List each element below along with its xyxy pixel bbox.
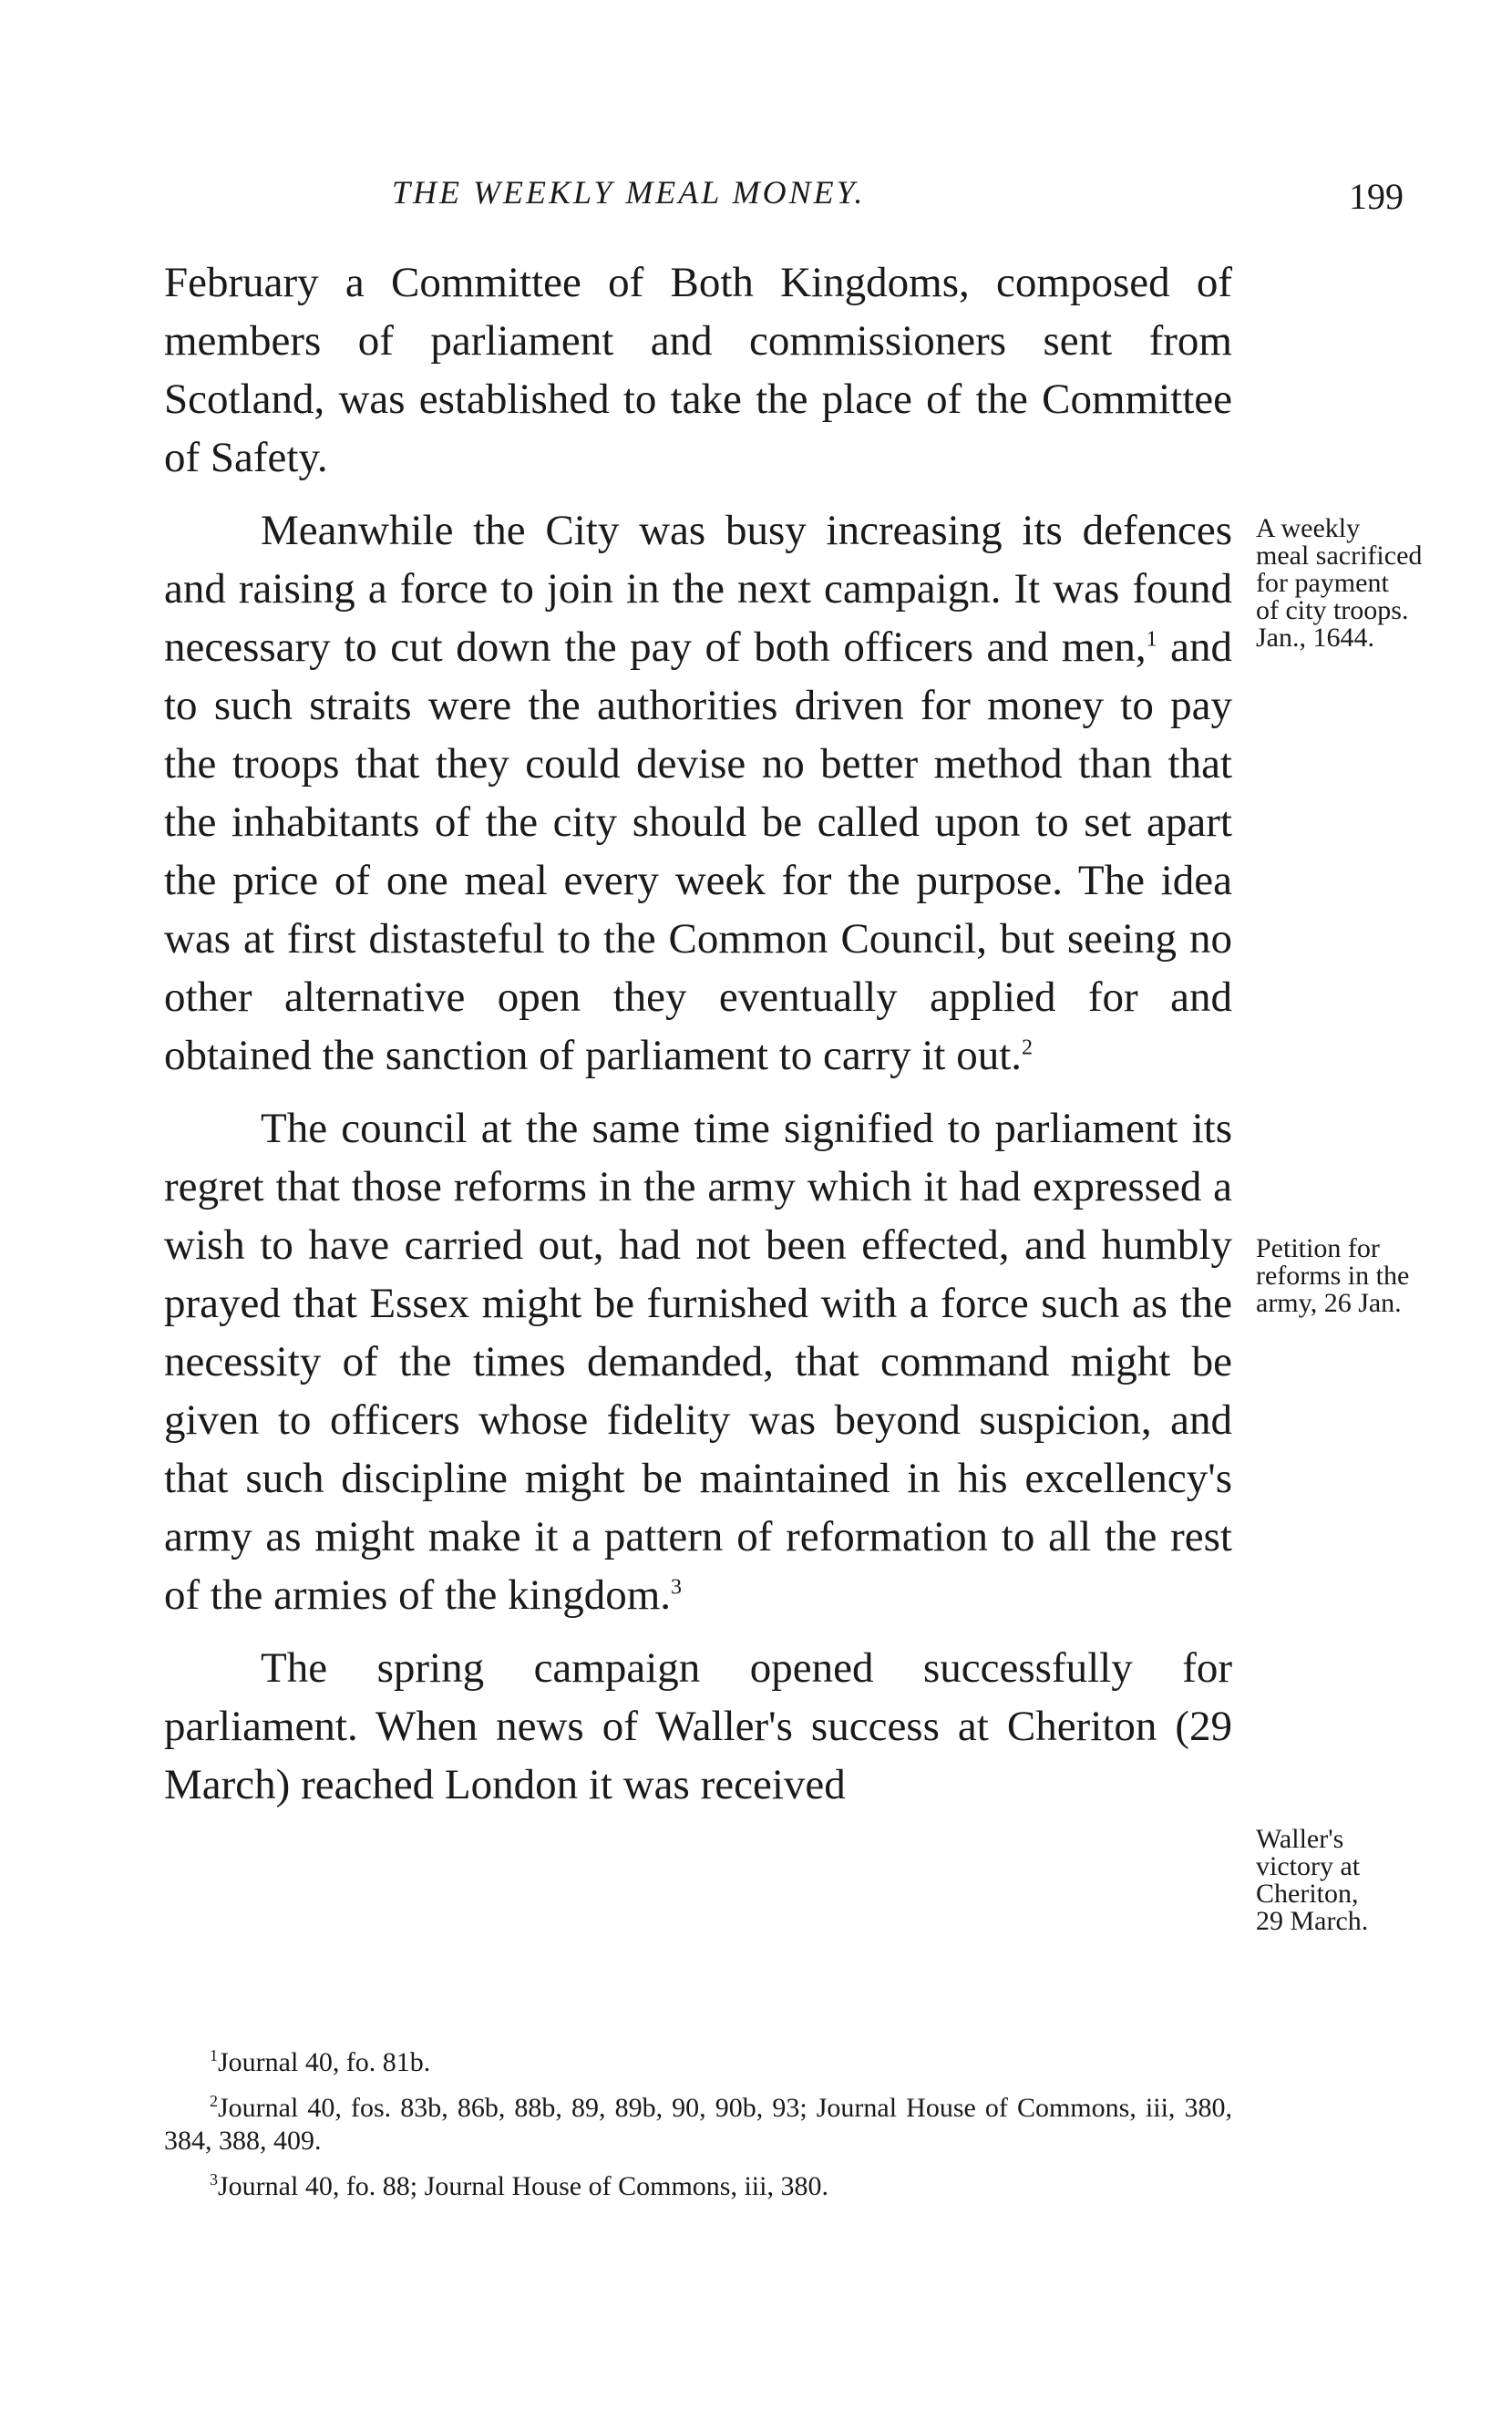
margin-note-weekly-meal: A weekly meal sacrificed for payment of city troops. Jan., 1644. bbox=[1256, 513, 1423, 653]
paragraph-4: The spring campaign opened successfully for parliament. When news of Waller's success at Cheriton (29 March) reached London it was received bbox=[164, 1644, 1232, 1808]
margin-note-waller: Waller's victory at Cheriton, 29 March. bbox=[1256, 1824, 1369, 1936]
footnote-2-number: 2 bbox=[210, 2092, 218, 2110]
footnote-2 bbox=[164, 2092, 1232, 2158]
footnote-3 bbox=[164, 2170, 1232, 2203]
footnote-ref-1: 1 bbox=[1146, 627, 1157, 652]
paragraph-2-text-a: Meanwhile the City was busy increasing its defences and raising a force to join in the next campaign. It was found necessary to cut down the pay of both officers and men, bbox=[164, 507, 1232, 671]
paragraph-1: February a Committee of Both Kingdoms, composed of members of parliament and commissioners sent from Scotland, was established to take the place of the Committee of Safety. bbox=[164, 259, 1232, 481]
body-text bbox=[164, 253, 1232, 1828]
paragraph-3-text: The council at the same time signified to parliament its regret that those reforms in the army which it had expressed a wish to have carried out, had not been effected, and humbly prayed that Essex might be furnished with a force such as the necessity of the times demanded, that command might be given to officers whose fidelity was beyond suspicion, and that such discipline might be maintained in his excellency's army as might make it a pattern of reformation to all the rest of the armies of the kingdom. bbox=[164, 1105, 1232, 1619]
footnote-1 bbox=[164, 2046, 1232, 2079]
paragraph-3 bbox=[164, 1099, 1232, 1624]
footnote-ref-2: 2 bbox=[1022, 1035, 1034, 1060]
footnote-2-text: Journal 40, fos. 83b, 86b, 88b, 89, 89b, 90, 90b, 93; Journal House of Commons, iii, 380, 384, 388, 409. bbox=[164, 2093, 1232, 2156]
footnote-3-text: Journal 40, fo. 88; Journal House of Commons, iii, 380. bbox=[218, 2171, 828, 2201]
page-number: 199 bbox=[1349, 176, 1404, 217]
footnote-ref-3: 3 bbox=[671, 1575, 683, 1600]
footnote-3-number: 3 bbox=[210, 2170, 218, 2189]
paragraph-2-text-b: and to such straits were the authorities driven for money to pay the troops that they could devise no better method than that the inhabitants of the city should be called upon to set apart the price of one meal every week for the purpose. The idea was at first distasteful to the Common Council, but seeing no other alternative open they eventually applied for and obtained the sanction of parliament to carry it out. bbox=[164, 623, 1232, 1079]
running-title: THE WEEKLY MEAL MONEY. bbox=[392, 174, 866, 211]
footnote-1-number: 1 bbox=[210, 2046, 218, 2065]
margin-note-petition: Petition for reforms in the army, 26 Jan. bbox=[1256, 1233, 1410, 1318]
paragraph-2 bbox=[164, 501, 1232, 1085]
footnotes bbox=[164, 2046, 1232, 2216]
footnote-1-text: Journal 40, fo. 81b. bbox=[218, 2047, 431, 2077]
